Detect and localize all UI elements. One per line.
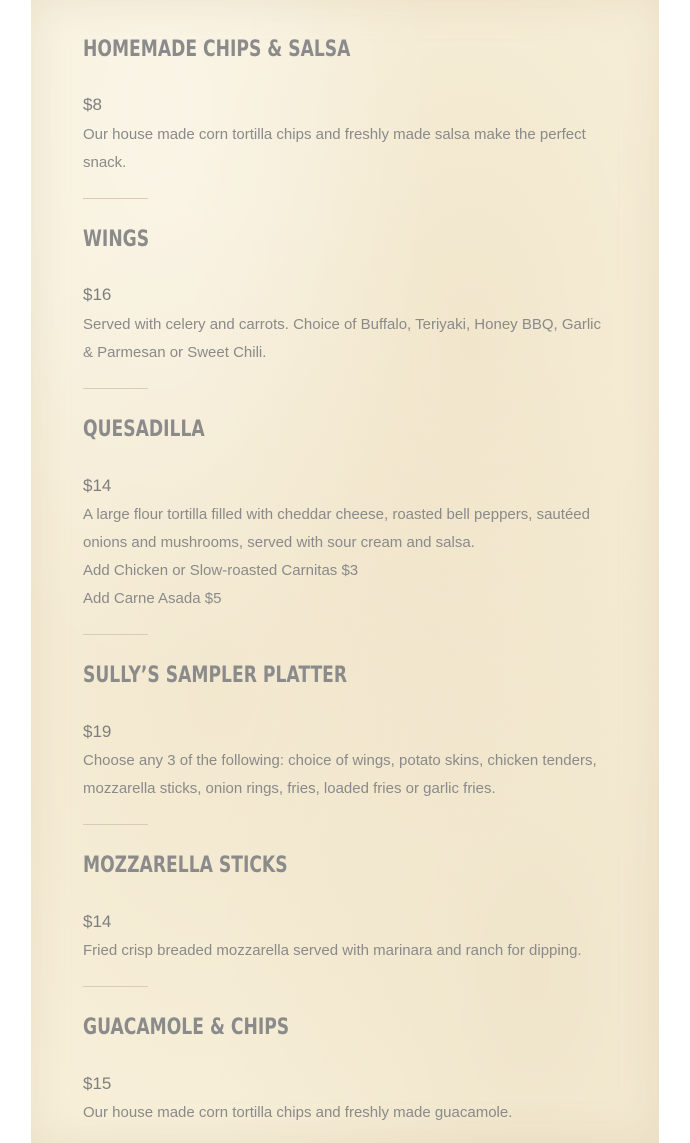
menu-item-price: $14: [83, 912, 112, 931]
menu-item-price: $19: [83, 722, 112, 741]
menu-item-description: [83, 121, 613, 177]
description-line: Our house made corn tortilla chips and freshly made guacamole.: [83, 1104, 513, 1121]
menu-item-price: $15: [83, 1074, 112, 1093]
menu-item-title: MOZZARELLA STICKS: [83, 853, 288, 878]
menu-divider: [83, 824, 148, 825]
menu-item-description: [83, 501, 613, 613]
description-line: Fried crisp breaded mozzarella served with marinara and ranch for dipping.: [83, 942, 582, 959]
menu-divider: [83, 986, 148, 987]
menu-divider: [83, 634, 148, 635]
menu-item-description: [83, 747, 613, 803]
menu-item-description: [83, 1099, 613, 1127]
menu-item-guacamole-chips: [83, 1013, 623, 1121]
description-line: Choose any 3 of the following: choice of wings, potato skins, chicken tenders, mozzarella sticks, onion rings, fries, loaded fries or garlic fries.: [83, 752, 597, 797]
menu-item-description: [83, 311, 613, 367]
menu-item-description: [83, 937, 613, 965]
menu-item-sampler-platter: [83, 661, 623, 797]
description-line: Served with celery and carrots. Choice of Buffalo, Teriyaki, Honey BBQ, Garlic & Parmesan or Sweet Chili.: [83, 316, 602, 361]
menu-item-mozzarella-sticks: [83, 851, 623, 959]
menu-item-quesadilla: [83, 415, 623, 607]
description-line: A large flour tortilla filled with cheddar cheese, roasted bell peppers, sautéed onions and mushrooms, served with sour cream and salsa.: [83, 506, 590, 551]
menu-divider: [83, 388, 148, 389]
menu-item-title: HOMEMADE CHIPS & SALSA: [83, 37, 351, 62]
menu-item-price: $14: [83, 476, 112, 495]
menu-item-chips-salsa: [83, 35, 623, 171]
description-line: Add Carne Asada $5: [83, 590, 222, 607]
description-line: Add Chicken or Slow-roasted Carnitas $3: [83, 562, 359, 579]
menu-item-wings: [83, 225, 623, 361]
menu-item-title: SULLY’S SAMPLER PLATTER: [83, 663, 348, 688]
menu-item-title: GUACAMOLE & CHIPS: [83, 1015, 290, 1040]
description-line: Our house made corn tortilla chips and freshly made salsa make the perfect snack.: [83, 126, 586, 171]
menu-item-title: QUESADILLA: [83, 417, 205, 442]
menu-item-price: $8: [83, 95, 102, 114]
menu-divider: [83, 198, 148, 199]
menu-item-title: WINGS: [83, 227, 150, 252]
menu-item-price: $16: [83, 285, 112, 304]
